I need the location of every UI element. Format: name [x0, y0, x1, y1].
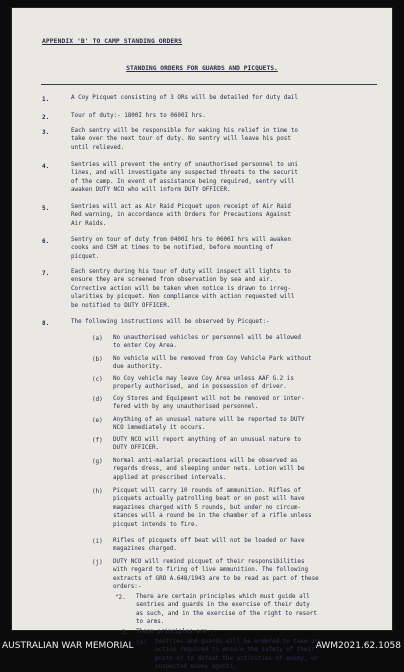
paragraph-text: Tour of duty:- 1800I hrs to 0600I hrs. [71, 113, 206, 119]
appendix-heading: APPENDIX 'B' TO CAMP STANDING ORDERS [42, 38, 183, 45]
paragraph-number: 2. [42, 114, 50, 121]
item-text: Rifles of picquets off beat will not be loaded or have magazines charged. [113, 538, 305, 553]
paragraph-text: Each sentry during his tour of duty will inspect all lights to ensure they are screened from observation by sea and air. Corrective action will be taken when notice is drawn to irreg- ularities by picquet. Non compliance with action requested will be notified to DUTY OFFICER. [71, 269, 295, 309]
document-title: STANDING ORDERS FOR GUARDS AND PICQUETS. [126, 65, 278, 72]
paragraph-number: 4. [42, 163, 50, 170]
paragraph-text: Sentries will prevent the entry of unauthorised personnel to uni lines, and will investigate any suspected threats to the securit of the camp. In event of assistance being required, sentry will awaken DUTY NCO who will inform DUTY OFFICER. [71, 162, 298, 194]
item-text: No vehicle will be removed from Coy Vehicle Park without due authority. [113, 356, 312, 371]
item-label: (b) [92, 357, 103, 363]
item-label: (e) [92, 418, 103, 424]
paragraph-number: 8. [42, 320, 50, 327]
title-rule [41, 84, 377, 85]
document-page [12, 8, 392, 636]
archive-source: AUSTRALIAN WAR MEMORIAL [2, 641, 134, 651]
paragraph-number: 3. [42, 129, 50, 136]
item-label: (h) [92, 489, 103, 495]
item-label: (g) [92, 459, 103, 465]
paragraph-text: A Coy Picquet consisting of 3 ORs will be detailed for duty dail [71, 95, 298, 101]
extract-label: 3. [122, 630, 130, 636]
item-text: DUTY NCO will report anything of an unusual nature to DUTY OFFICER. [113, 437, 301, 452]
paragraph-number: 1. [42, 96, 50, 103]
extract-text: Sentries and guards will be ordered to take any action required to ensure the safety of their posts or to defeat the activities of enemy, or suspected enemy agents. [155, 639, 322, 671]
extract-text: There are certain principles which must guide all sentries and guards in the exercise of their duty as such, and in the exercise of the right to resort to arms. [136, 594, 317, 626]
item-label: (j) [92, 560, 103, 566]
extract-text: These principles are :- [136, 629, 218, 635]
extract-label: (a) [136, 640, 147, 646]
paragraph-number: 7. [42, 270, 50, 277]
archive-reference: AWM2021.62.1058 [315, 641, 401, 651]
paragraph-text: Sentries will act as Air Raid Picquet upon receipt of Air Raid Red warning, in accordance with Orders for Precautions Against Air Raids. [71, 204, 291, 227]
item-text: No unauthorised vehicles or personnel will be allowed to enter Coy Area. [113, 335, 301, 350]
item-text: Coy Stores and Equipment will not be removed or inter- fered with by any unauthorised personnel. [113, 396, 305, 411]
item-label: (c) [92, 377, 103, 383]
item-label: (d) [92, 397, 103, 403]
archive-footer [0, 632, 404, 653]
paragraph-text: Each sentry will be responsible for waking his relief in time to take over the next tour of duty. No sentry will leave his post until relieved. [71, 128, 298, 151]
paragraph-text: Sentry on tour of duty from 0400I hrs to 0600I hrs will awaken cooks and CSM at times to be notified, before mounting of picquet. [71, 237, 291, 260]
item-label: (i) [92, 539, 103, 545]
paragraph-number: 5. [42, 205, 50, 212]
item-text: No Coy vehicle may leave Coy Area unless AAF G.2 is properly authorised, and in possession of driver. [113, 376, 294, 391]
item-label: (f) [92, 438, 103, 444]
item-text: DUTY NCO will remind picquet of their responsibilities with regard to firing of live ammunition. The following extracts of GRO A.648/1943 are to be read as part of these orders:- [113, 559, 319, 591]
paragraph-number: 6. [42, 238, 50, 245]
item-text: Normal anti-malarial precautions will be observed as regards dress, and sleeping under nets. Lotion will be applied at prescribed intervals. [113, 458, 305, 481]
item-text: Anything of an unusual nature will be reported to DUTY NCO immediately it occurs. [113, 417, 305, 432]
item-label: (a) [92, 336, 103, 342]
paragraph-text: The following instructions will be observed by Picquet:- [71, 319, 270, 325]
extract-label: "2. [115, 595, 126, 601]
item-text: Picquet will carry 10 rounds of ammunition. Rifles of picquets actually patrolling beat or on post will have magazines charged with 5 rounds, but under no circum- stances will a round be in the chamber of a rifle unless picquet intends to fire. [113, 488, 312, 528]
